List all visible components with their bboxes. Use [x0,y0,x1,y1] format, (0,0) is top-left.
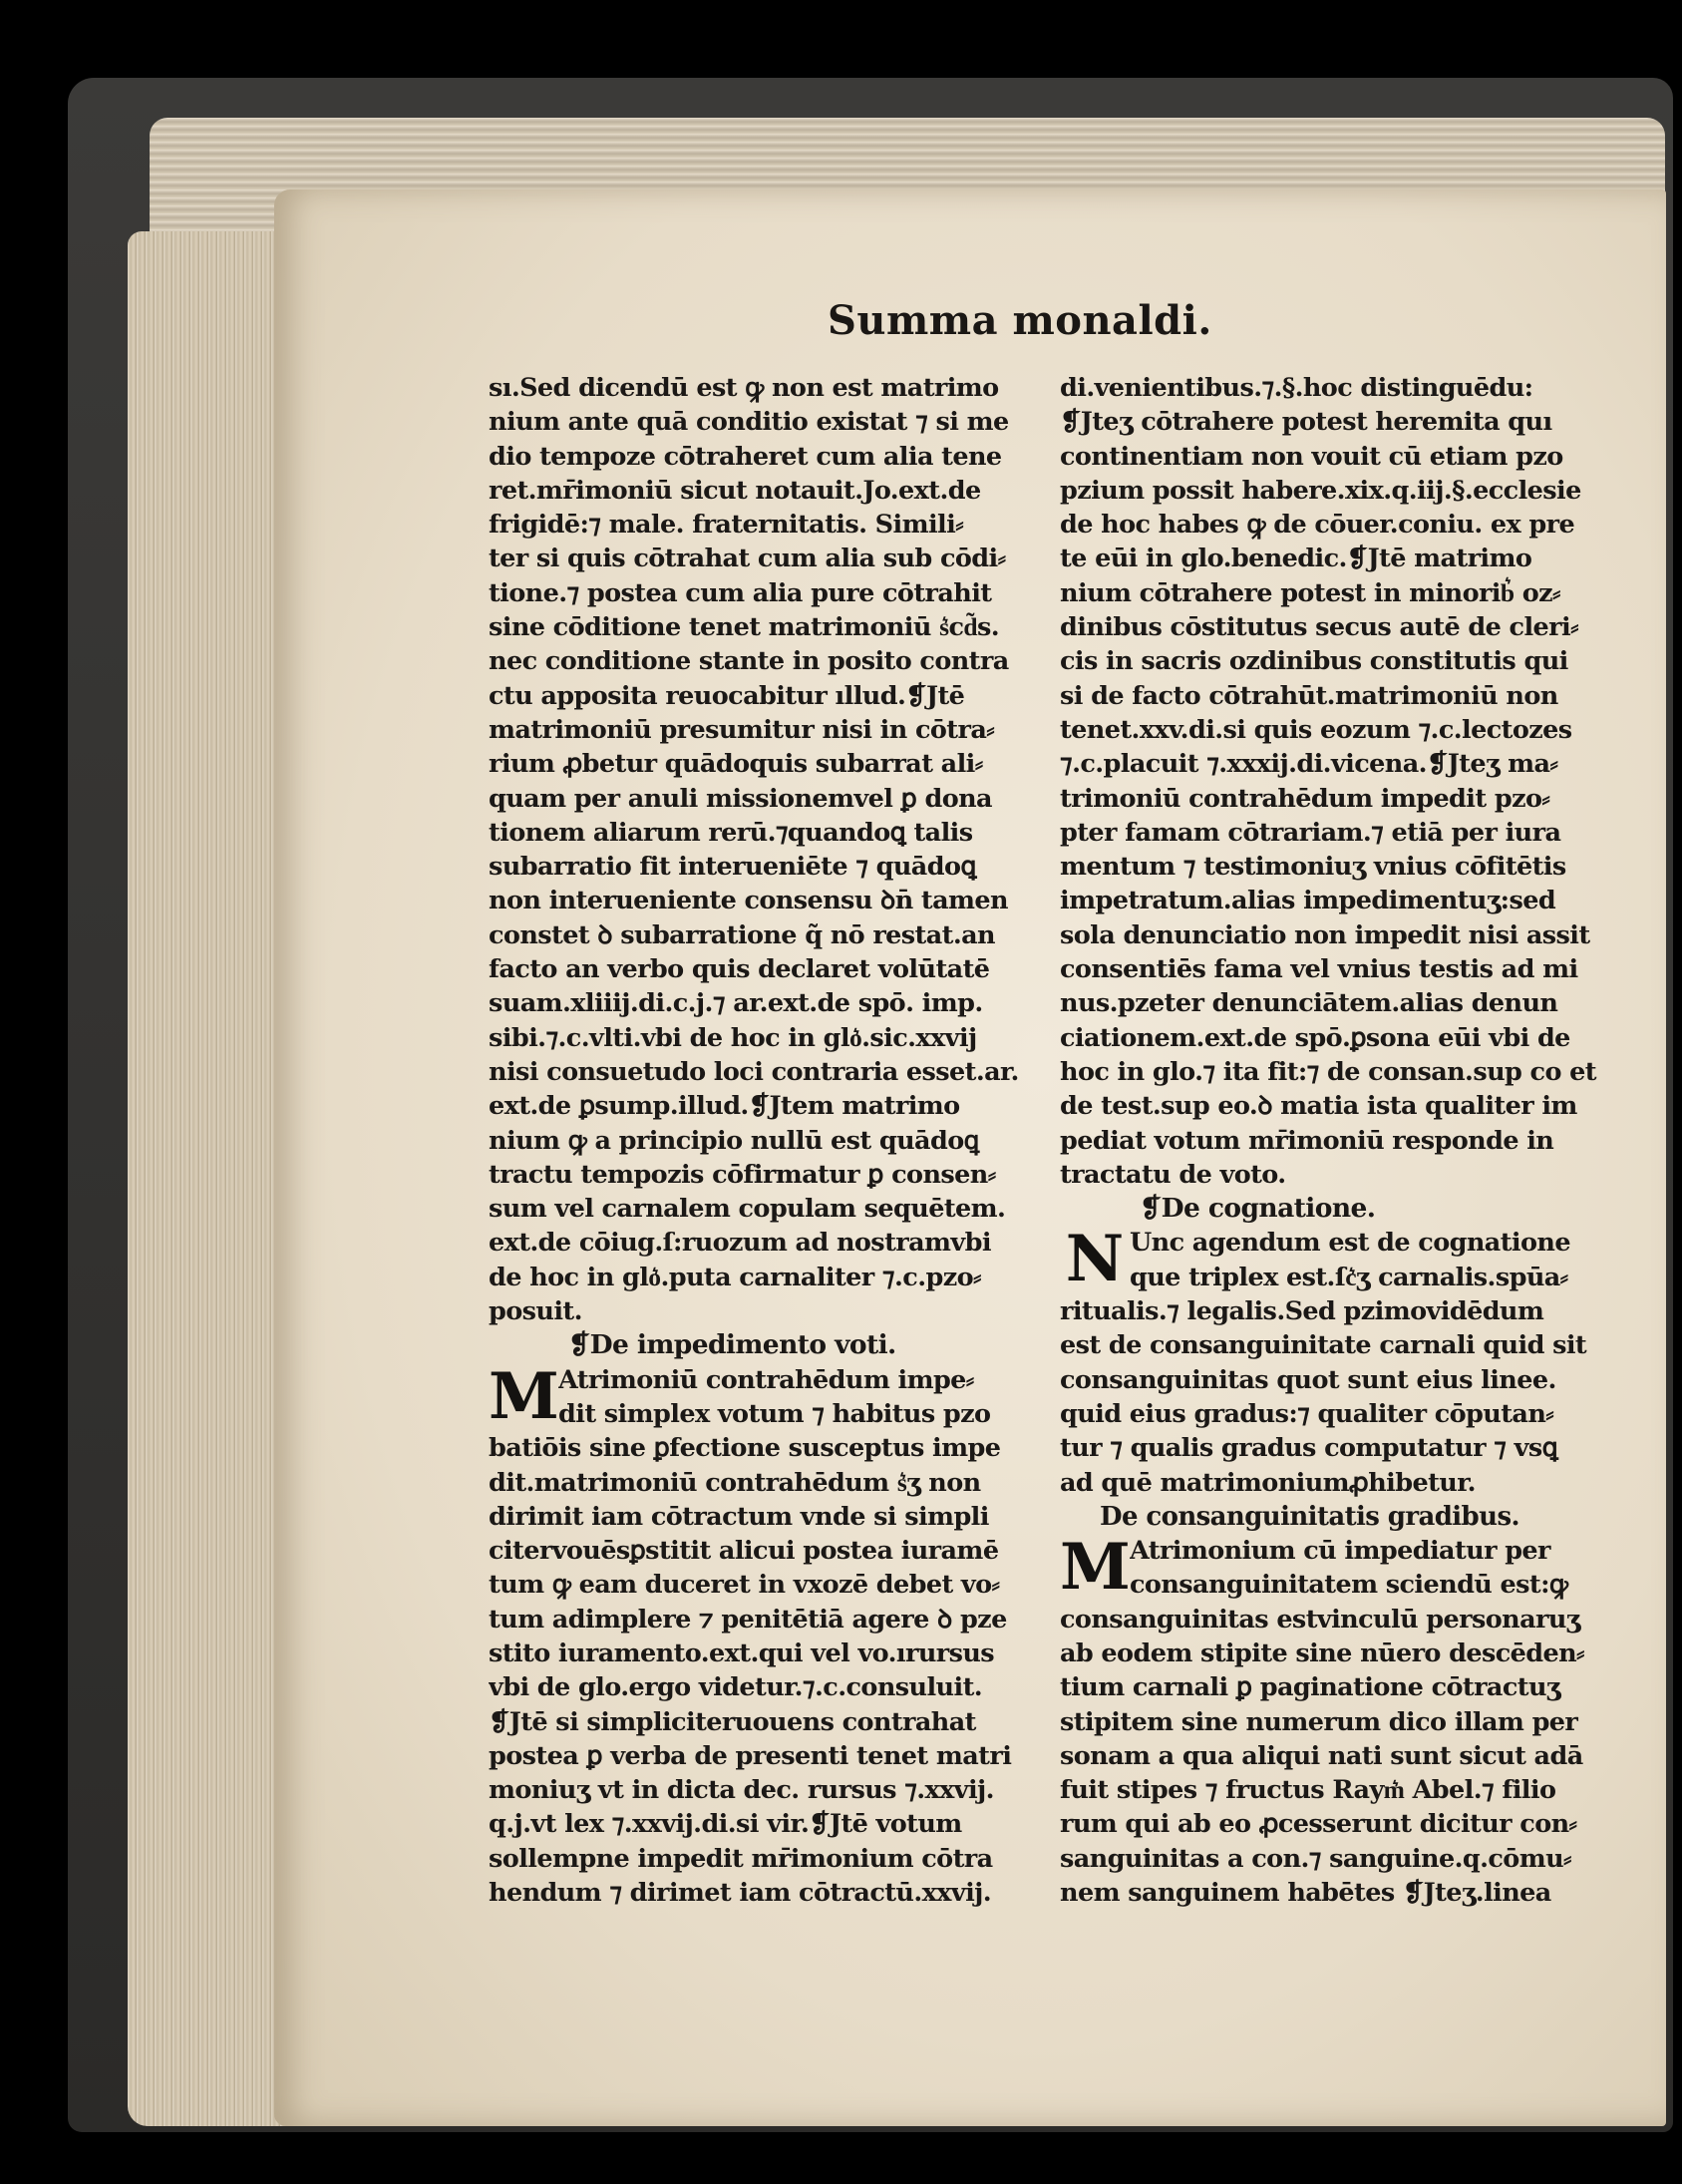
text-line: quid eius gradus:⁊ qualiter cōputan⸗ [1060,1398,1554,1429]
text-line: tium carnali ꝑ paginatione cōtractuʒ [1060,1672,1560,1703]
text-line: de hoc habes ꝙ de cōuer.coniu. ex pre [1060,510,1575,541]
text-line: pter famam cōtrariam.⁊ etiā per iura [1060,817,1561,848]
text-line: moniuʒ vt in dicta dec. rursus ⁊.xxvij. [489,1775,994,1806]
section-heading-voti: ❡De impedimento voti. [568,1329,896,1361]
text-line: sum vel carnalem copulam sequētem. [489,1194,1006,1225]
text-line: stipitem sine numerum dico illam per [1060,1706,1578,1737]
section-heading-cognatione: ❡De cognatione. [1140,1193,1376,1225]
text-line: est de consanguinitate carnali quid sit [1060,1330,1587,1361]
text-line: sine cōditione tenet matrimoniū s͛cd͂s. [489,612,999,643]
left-text-block-a [489,371,1052,1328]
text-line: ❡Jtē si simpliciteruouens contrahat [489,1706,976,1737]
section-heading-gradibus: De consanguinitatis gradibus. [1100,1501,1519,1532]
running-head: Summa monaldi. [828,297,1212,344]
text-line: dit.matrimoniū contrahēdum s͛ʒ non [489,1467,981,1498]
text-line: nium cōtrahere potest in minorib͛ oz⸗ [1060,577,1560,608]
text-line: tionem aliarum rerū.⁊quandoꝗ talis [489,817,973,848]
text-line: hoc in glo.⁊ ita fit:⁊ de consan.sup co et [1060,1056,1596,1087]
text-line: ritualis.⁊ legalis.Sed pzimovidēdum [1060,1296,1544,1327]
text-line: ❡Jteʒ cōtrahere potest heremita quı [1060,407,1552,438]
text-line: q.j.vt lex ⁊.xxvij.di.si vir.❡Jtē votum [489,1809,962,1840]
text-line: sola denunciatio non impedit nisi assit [1060,919,1590,950]
text-line: non interueniente consensu ꝺn̄ tamen [489,886,1008,916]
text-line: ext.de cōiug.ſ:ruozum ad nostramvbi [489,1228,991,1259]
text-line: tione.⁊ postea cum alia pure cōtrahit [489,577,992,608]
right-column [1060,371,1618,1910]
text-line: hendum ⁊ dirimet iam cōtractū.xxvij. [489,1878,992,1909]
text-line: si de facto cōtrahūt.matrimoniū non [1060,680,1558,711]
text-line: consanguinitatem sciendū est:ꝙ [1130,1570,1568,1601]
text-line: tractu tempozis cōfirmatur ꝑ consen⸗ [489,1159,996,1190]
text-line: nem sanguinem habētes ❡Jteʒ.linea [1060,1878,1551,1909]
text-line: consanguinitas estvinculū personaruʒ [1060,1604,1580,1635]
right-text-block-a [1060,371,1618,1192]
text-line: nium ante quā conditio existat ⁊ si me [489,407,1009,438]
text-line: nisi consuetudo loci contraria esset.ar. [489,1056,1019,1087]
text-line: ret.mr̄imoniū sicut notauit.Jo.ext.de [489,475,981,506]
text-line: sı.Sed dicendū est ꝙ non est matrimo [489,373,999,403]
text-line: que triplex est.ſc͛ʒ carnalis.spūa⸗ [1130,1262,1568,1292]
text-line: constet ꝺ subarratione q̃ nō restat.an [489,919,995,950]
text-line: nus.pzeter denunciātem.alias denun [1060,988,1558,1019]
text-line: stito iuramento.ext.qui vel vo.ırursus [489,1638,995,1668]
text-line: cis in sacris ozdinibus constitutis qui [1060,646,1568,677]
text-line: impetratum.alias impedimentuʒ:sed [1060,886,1556,916]
text-line: di.venientibus.⁊.§.hoc distinguēdu: [1060,373,1533,403]
text-line: Unc agendum est de cognatione [1130,1228,1570,1259]
right-text-block-b [1060,1294,1618,1500]
left-column [489,371,1052,1910]
text-line: Atrimonium cū impediatur per [1130,1536,1550,1567]
drop-initial-block [1060,1530,1618,1606]
right-text-block-c [1060,1603,1618,1911]
text-line: sanguinitas a con.⁊ sanguine.q.cōmu⸗ [1060,1843,1571,1874]
text-line: de hoc in glo͛.puta carnaliter ⁊.c.pzo⸗ [489,1262,981,1292]
text-line: dio tempoze cōtraheret cum alia tene [489,441,1002,472]
left-text-block-b [489,1431,1052,1910]
text-line: tur ⁊ qualis gradus computatur ⁊ vsꝗ [1060,1433,1558,1464]
text-line: dirimit iam cōtractum vnde si simpli [489,1501,989,1532]
text-line: ciationem.ext.de spō.ꝑsona eūi vbi de [1060,1022,1570,1053]
text-line: pediat votum mr̄imoniū responde in [1060,1125,1554,1156]
text-line: pzium possit habere.xix.q.iij.§.ecclesie [1060,475,1581,506]
text-line: consanguinitas quot sunt eius linee. [1060,1364,1556,1395]
text-line: rium ꝓbetur quādoquis subarrat ali⸗ [489,749,983,780]
text-line: batiōis sine ꝑfectione susceptus impe [489,1433,1001,1464]
text-line: mentum ⁊ testimoniuʒ vnius cōfitētis [1060,852,1566,883]
text-line: nium ꝙ a principio nullū est quādoꝗ [489,1125,979,1156]
text-line: fuit stipes ⁊ fructus Raym͛ Abel.⁊ filio [1060,1775,1556,1806]
text-line: Atrimoniū contrahēdum impe⸗ [558,1364,974,1395]
text-line: tum ꝙ eam duceret in vxozē debet vo⸗ [489,1570,1000,1601]
text-line: dit simplex votum ⁊ habitus pzo [558,1398,991,1429]
text-line: consentiēs fama vel vnius testis ad mi [1060,954,1578,985]
text-line: ⁊.c.placuit ⁊.xxxij.di.vicena.❡Jteʒ ma⸗ [1060,749,1558,780]
text-line: citervouēsꝑstitit alicui postea iuramē [489,1536,999,1567]
drop-initial: N [1065,1222,1125,1297]
text-line: nec conditione stante in posito contra [489,646,1009,677]
text-line: dinibus cōstitutus secus autē de cleri⸗ [1060,612,1578,643]
text-line: te eūi in glo.benedic.❡Jtē matrimo [1060,544,1532,574]
text-line: quam per anuli missionemvel ꝑ dona [489,783,992,814]
text-line: ter si quis cōtrahat cum alia sub cōdi⸗ [489,544,1006,574]
text-line: postea ꝑ verba de presenti tenet matri [489,1740,1012,1771]
text-line: vbi de glo.ergo videtur.⁊.c.consuluit. [489,1672,983,1703]
text-line: sollempne impedit mr̄imonium cōtra [489,1843,993,1874]
drop-initial-block [489,1358,1052,1434]
text-line: ad quē matrimoniumꝓhibetur. [1060,1467,1476,1498]
text-line: matrimoniū presumitur nisi in cōtra⸗ [489,714,995,745]
text-line: frigidē:⁊ male. fraternitatis. Simili⸗ [489,510,964,541]
text-line: subarratio fit interueniēte ⁊ quādoꝗ [489,852,976,883]
text-line: trimoniū contrahēdum impedit pzo⸗ [1060,783,1550,814]
text-line: tractatu de voto. [1060,1159,1286,1190]
text-line: tum adimplere ⁊ penitētiā agere ꝺ pze [489,1604,1007,1635]
drop-initial: M [489,1358,559,1434]
text-line: rum qui ab eo ꝓcesserunt dicitur con⸗ [1060,1809,1577,1840]
drop-initial: M [1060,1530,1131,1606]
text-line: ext.de ꝑsump.illud.❡Jtem matrimo [489,1091,960,1122]
text-line: ab eodem stipite sine nūero descēden⸗ [1060,1638,1584,1668]
text-line: tenet.xxv.di.si quis eozum ⁊.c.lectozes [1060,714,1572,745]
text-line: facto an verbo quis declaret volūtatē [489,954,990,985]
text-line: sibi.⁊.c.vlti.vbi de hoc in glo͛.sic.xxvij [489,1022,977,1053]
text-line: de test.sup eo.ꝺ matia ista qualiter im [1060,1091,1577,1122]
text-line: sonam a qua aliqui nati sunt sicut adā [1060,1740,1583,1771]
text-line: ctu apposita reuocabitur ıllud.❡Jtē [489,680,965,711]
text-line: continentiam non vouit cū etiam pzo [1060,441,1563,472]
drop-initial-block [1060,1222,1618,1297]
text-line: posuit. [489,1296,582,1327]
text-line: suam.xliiij.di.c.j.⁊ ar.ext.de spō. imp. [489,988,983,1019]
